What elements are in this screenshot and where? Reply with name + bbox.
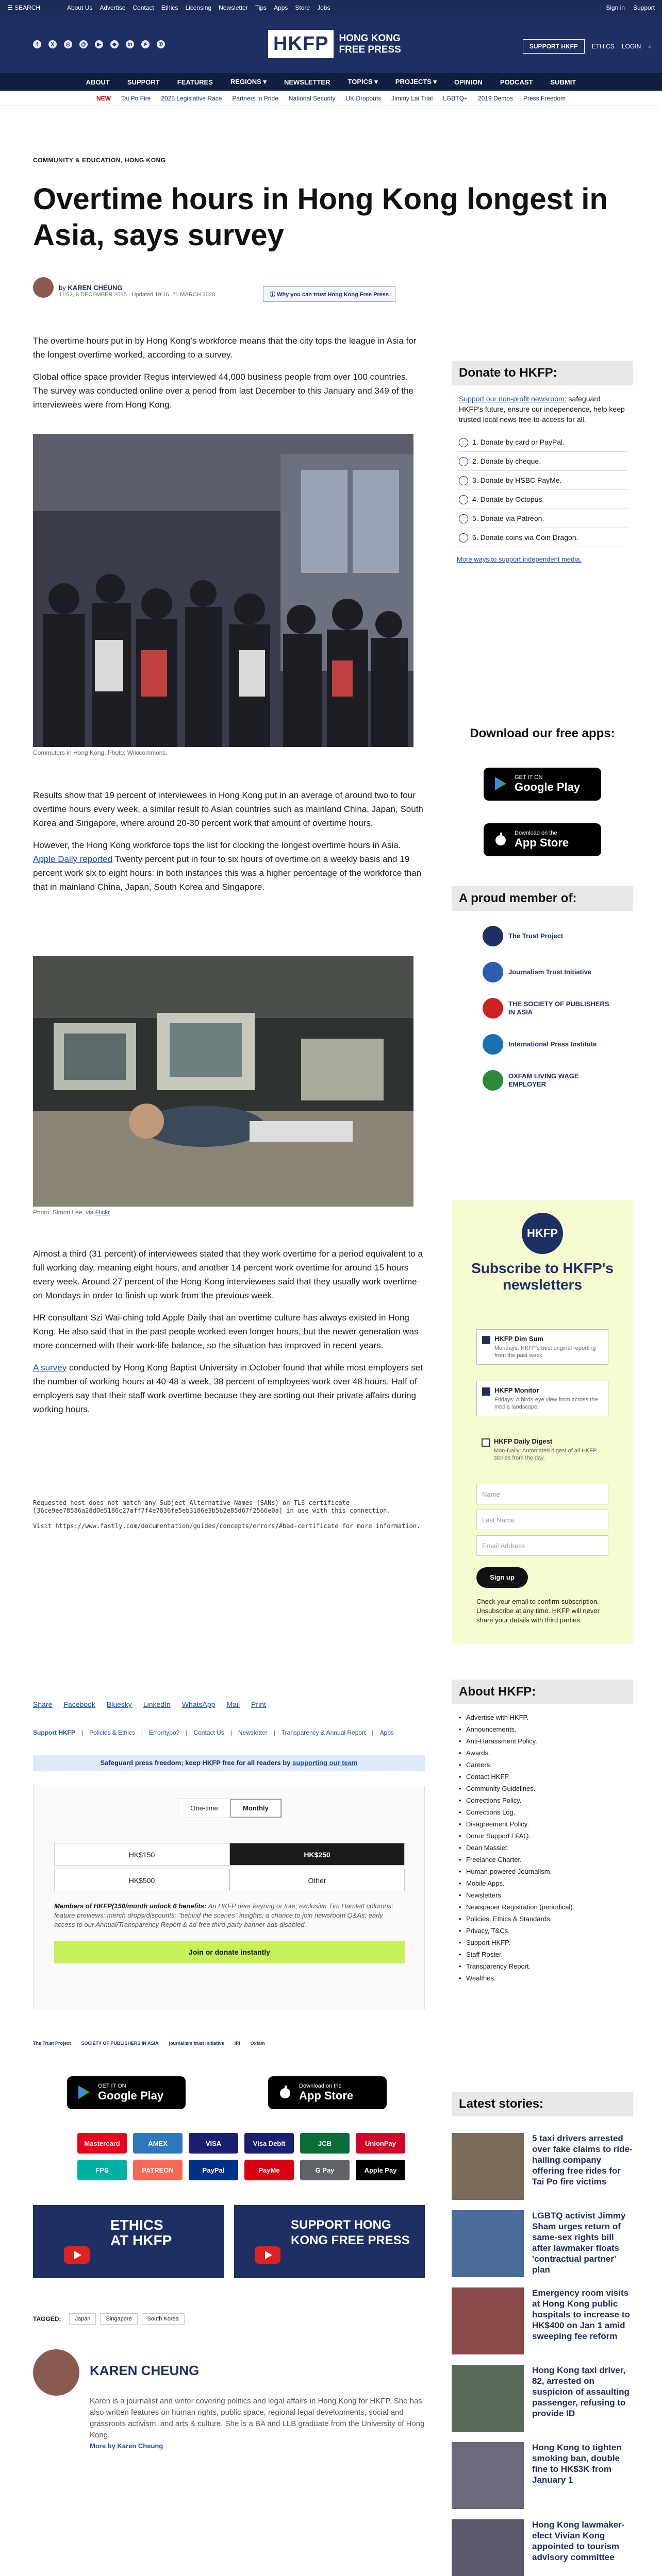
latest-story-title[interactable]: Hong Kong to tighten smoking ban, double fine to HK$3K from January 1 [532, 2443, 622, 2485]
article-body-top [33, 334, 425, 420]
about-heading: About HKFP: [452, 1680, 633, 1704]
topbar-link-tips[interactable]: Tips [255, 4, 267, 11]
youtube-icon[interactable]: ▶ [95, 40, 103, 48]
member-heading: A proud member of: [452, 886, 633, 911]
article-body-bottom [33, 1247, 425, 1425]
separator: | [141, 1729, 143, 1736]
share-bluesky[interactable]: Bluesky [106, 1700, 132, 1708]
about-item-support-hkfp[interactable]: • Support HKFP. [459, 1937, 626, 1948]
google-play-icon [76, 2084, 92, 2100]
photo-caption-1: Commuters in Hong Kong. Photo: Wikicommons. [33, 749, 168, 756]
share-share: Share [33, 1700, 53, 1708]
nav-about[interactable]: ABOUT [86, 78, 110, 86]
ticker-partners-in-pride[interactable]: Partners in Pride [232, 94, 278, 102]
error-code-block: Requested host does not match any Subject Alternative Names (SANs) on TLS certificate [36ce9ee78586a28d0e5186c27aff7f4e7836fe5eb3186e3b5b2e85d67f2566e0a] in use with this connection. Visit https://www.fastly.com/documentation/guides/concepts/errors/#bad-certificate for more information. [33, 1499, 421, 1530]
topbar-link-about-us[interactable]: About Us [67, 4, 93, 11]
survey-link[interactable]: A survey [33, 1363, 67, 1372]
about-item-human-powered-journalism[interactable]: • Human-powered Journalism. [459, 1866, 626, 1877]
tagged-label: TAGGED: [33, 2315, 61, 2323]
donate-method-3[interactable]: 3. Donate by HSBC PayMe. [457, 471, 628, 490]
donate-more-wrap [457, 555, 628, 563]
support-video-promo[interactable] [234, 2205, 425, 2278]
newsletter-name-input[interactable]: Name [476, 1484, 608, 1504]
dimsum-desc: Mondays: HKFP's best original reporting from the past week. [494, 1345, 596, 1359]
separator: | [230, 1729, 232, 1736]
donate-heading: Donate to HKFP: [452, 361, 633, 385]
member-logo-mark-icon [483, 1034, 503, 1055]
member-logos [452, 918, 633, 1098]
donate-method-5[interactable]: 5. Donate via Patreon. [457, 509, 628, 528]
support-links [33, 1729, 394, 1736]
paragraph-4b: Twenty percent put in four to six hours of overtime on a weekly basis and 19 percent work six to eight hours: in both instances this was a higher percentage of the workforce than that in mainland China, Japan, South Korea and Singapore. [33, 854, 422, 892]
tag-singapore[interactable]: Singapore [100, 2313, 137, 2325]
top-utility-bar [0, 0, 662, 15]
nav-regions[interactable]: REGIONS ▾ [230, 78, 267, 86]
paragraph-7-text: conducted by Hong Kong Baptist University in October found that while most employers set the number of working hours at 40-48 a week, 38 percent of employees work over 48 hours. Half of employers say that their staff work overtime because they are sorting out their private affairs during working hours. [33, 1363, 423, 1414]
app-store-big: App Store [299, 2089, 354, 2102]
payment-g-pay-icon: G Pay [300, 2160, 350, 2180]
latest-story-thumbnail[interactable] [452, 2287, 524, 2354]
about-item-transparency-report[interactable]: • Transparency Report. [459, 1960, 626, 1972]
separator: | [81, 1729, 84, 1736]
newsletter-signup-button[interactable]: Sign up [476, 1567, 528, 1588]
topbar-link-ethics[interactable]: Ethics [161, 4, 178, 11]
one-time-option[interactable]: One-time [190, 1804, 218, 1812]
share-mail[interactable]: Mail [226, 1700, 240, 1708]
donate-method-1[interactable]: 1. Donate by card or PayPal. [457, 433, 628, 452]
sidebar-app-store-button[interactable] [484, 823, 601, 856]
separator: | [372, 1729, 374, 1736]
donate-method-2[interactable]: 2. Donate by cheque. [457, 452, 628, 471]
share-whatsapp[interactable]: WhatsApp [181, 1700, 216, 1708]
more-by-author-link[interactable]: More by Karen Cheung [90, 2442, 163, 2450]
login-link[interactable]: LOGIN [621, 43, 641, 50]
site-logo[interactable] [268, 30, 406, 58]
instagram-icon[interactable]: ◎ [64, 40, 72, 48]
paragraph-2: Global office space provider Regus interviewed 44,000 business people from over 100 countries. The survey was conducted online over a period from last December to this January and 349 of the interviewees were from Hong Kong. [33, 372, 414, 410]
latest-story-thumbnail[interactable] [452, 2519, 524, 2576]
linkedin-icon[interactable]: in [126, 40, 134, 48]
about-item-mobile-apps[interactable]: • Mobile Apps. [459, 1877, 626, 1889]
member-badges-row [33, 2035, 265, 2052]
payment-patreon-icon: PATREON [133, 2160, 183, 2180]
membership-benefits: An HKFP deer keyring or tote; exclusive Tim Hamlett columns; feature previews; merch drops/discounts; "behind the scenes" insights; a chance to join newsroom Q&As; early access to our Annual/Transparency Report & ad-free third-party banner ads disabled. [54, 1902, 393, 1928]
threads-icon[interactable]: @ [79, 40, 88, 48]
about-item-donor-support-faq[interactable]: • Donor Support / FAQ. [459, 1830, 626, 1842]
join-donate-button[interactable]: Join or donate instantly [54, 1941, 405, 1963]
by-label: by [59, 283, 66, 292]
whatsapp-icon[interactable]: ✆ [157, 40, 165, 48]
donate-intro [459, 394, 626, 425]
topbar-link-contact[interactable]: Contact [133, 4, 154, 11]
amount-500[interactable]: HK$500 [54, 1869, 229, 1891]
latest-heading: Latest stories: [452, 2092, 633, 2116]
latest-story-thumbnail[interactable] [452, 2133, 524, 2200]
about-item-freelance-charter[interactable]: • Freelance Charter. [459, 1854, 626, 1866]
ethics-link[interactable]: ETHICS [591, 43, 615, 50]
payment-amex-icon: AMEX [133, 2133, 183, 2154]
payment-visa-debit-icon: Visa Debit [244, 2133, 294, 2154]
amount-150[interactable]: HK$150 [54, 1843, 229, 1866]
latest-story-thumbnail[interactable] [452, 2365, 524, 2432]
sidebar-apple-small: Download on the [515, 830, 557, 836]
ticker-jimmy-lai-trial[interactable]: Jimmy Lai Trial [391, 94, 433, 102]
byline-text [59, 284, 123, 292]
member-logo-oxfam-living-wage-employer[interactable] [452, 1062, 633, 1098]
sidebar-google-small: GET IT ON [515, 774, 543, 781]
about-item-awards[interactable]: • Awards. [459, 1747, 626, 1759]
article-dateline: 11:52, 8 DECEMBER 2015 · Updated 19:16, 21 MARCH 2020 [59, 292, 216, 298]
donation-widget [33, 1786, 425, 2009]
about-item-announcements[interactable]: • Announcements. [459, 1723, 626, 1735]
badge-journalism-trust-initiative[interactable]: journalism trust initiative [169, 2041, 224, 2046]
donate-method-6[interactable]: 6. Donate coins via Coin Dragon. [457, 528, 628, 547]
monitor-title: HKFP Monitor [494, 1386, 539, 1394]
payment-mastercard-icon: Mastercard [77, 2133, 127, 2154]
newsletter-monitor[interactable] [476, 1381, 608, 1416]
google-play-icon [493, 776, 508, 791]
ticker-press-freedom[interactable]: Press Freedom [523, 94, 566, 102]
banner-text: Safeguard press freedom; keep HKFP free for all readers by [100, 1759, 291, 1767]
payment-fps-icon: FPS [77, 2160, 127, 2180]
support-promo-title: SUPPORT HONG KONG FREE PRESS [291, 2218, 410, 2247]
badge-oxfam[interactable]: Oxfam [250, 2041, 265, 2046]
tag-japan[interactable]: Japan [69, 2313, 96, 2325]
topbar-link-store[interactable]: Store [295, 4, 310, 11]
supporting-team-link[interactable]: supporting our team [292, 1759, 358, 1767]
payment-methods [77, 2133, 412, 2180]
share-linkedin[interactable]: LinkedIn [143, 1700, 171, 1708]
office-sleeper-photo [33, 956, 413, 1207]
ticker-2025-legislative-race[interactable]: 2025 Legislative Race [161, 94, 222, 102]
app-store-small: Download on the [299, 2083, 342, 2089]
member-logo-text: THE SOCIETY OF PUBLISHERS IN ASIA [508, 1000, 609, 1016]
topbar-link-advertise[interactable]: Advertise [100, 4, 126, 11]
office-illustration [33, 956, 413, 1207]
ticker-lgbtq[interactable]: LGBTQ+ [443, 94, 468, 102]
sidebar-members [452, 886, 633, 1098]
digest-title: HKFP Daily Digest [494, 1437, 553, 1445]
apple-icon [493, 832, 508, 847]
share-print[interactable]: Print [251, 1700, 266, 1708]
main-nav [0, 73, 662, 91]
non-profit-link[interactable]: Support our non-profit newsroom: [459, 395, 567, 403]
payment-unionpay-icon: UnionPay [356, 2133, 405, 2154]
sidebar-apps [452, 721, 633, 746]
about-item-corrections-policy[interactable]: • Corrections Policy. [459, 1794, 626, 1806]
member-logo-text: The Trust Project [508, 932, 564, 940]
support-link-transparency-annual-report[interactable]: Transparency & Annual Report [281, 1729, 366, 1736]
logo-box: HKFP [268, 30, 334, 58]
support-banner [33, 1755, 425, 1771]
badge-society-of-publishers-in-asia[interactable]: SOCIETY OF PUBLISHERS IN ASIA [81, 2041, 159, 2046]
google-play-button[interactable] [67, 2076, 186, 2109]
nav-newsletter[interactable]: NEWSLETTER [284, 78, 330, 86]
article-title: Overtime hours in Hong Kong longest in Asia, says survey [33, 182, 608, 252]
about-list [459, 1711, 626, 1984]
sidebar-about [452, 1680, 633, 1991]
play-icon [64, 2246, 90, 2264]
topbar-link-licensing[interactable]: Licensing [185, 4, 212, 11]
ethics-video-promo[interactable] [33, 2205, 224, 2278]
member-logo-the-trust-project[interactable] [452, 918, 633, 954]
payment-visa-icon: VISA [189, 2133, 238, 2154]
payment-apple-pay-icon: Apple Pay [356, 2160, 405, 2180]
payment-paypal-icon: PayPal [189, 2160, 238, 2180]
about-item-corrections-log[interactable]: • Corrections Log. [459, 1806, 626, 1818]
about-item-dean-massiet[interactable]: • Dean Massiet. [459, 1842, 626, 1854]
apple-daily-link[interactable]: Apple Daily reported [33, 854, 113, 864]
member-logo-text: Journalism Trust Initiative [508, 968, 592, 976]
topbar-right-support[interactable]: Support [633, 4, 655, 11]
nav-topics[interactable]: TOPICS ▾ [347, 78, 378, 86]
latest-story-thumbnail[interactable] [452, 2210, 524, 2277]
about-item-newspaper-registration-periodical[interactable]: • Newspaper Registration (periodical). [459, 1901, 626, 1913]
paragraph-3: Results show that 19 percent of interviewees in Hong Kong put in an average of around two to four overtime hours every week, a similar result to Asian countries such as mainland China, Japan, South Korea and Singapore, where around 20-30 percent work that amount of overtime hours. [33, 790, 423, 828]
amount-other[interactable]: Other [229, 1869, 405, 1891]
newsletter-lastname-input[interactable]: Last Name [476, 1510, 608, 1530]
about-item-newsletters[interactable]: • Newsletters. [459, 1889, 626, 1901]
search-link[interactable]: ☰ SEARCH [7, 4, 41, 11]
nav-submit[interactable]: SUBMIT [550, 78, 576, 86]
member-logo-text: International Press Institute [508, 1040, 597, 1048]
google-play-big: Google Play [98, 2089, 164, 2102]
article-body-mid [33, 788, 425, 902]
ticker-uk-dropouts[interactable]: UK Dropouts [345, 94, 382, 102]
paragraph-1: The overtime hours put in by Hong Kong’s workforce means that the city tops the league in Asia for the longest overtime worked, according to a survey. [33, 336, 417, 360]
amount-250[interactable]: HK$250 [229, 1843, 405, 1866]
latest-story-title[interactable]: LGBTQ activist Jimmy Sham urges return of same-sex rights bill after lawmaker floats 'contractual partner' plan [532, 2211, 626, 2275]
newsletter-dimsum[interactable] [476, 1329, 608, 1365]
member-logo-the-society-of-publishers-in-asia[interactable] [452, 990, 633, 1026]
photo-caption-2 [33, 1209, 110, 1216]
checkbox-checked-icon[interactable] [482, 1387, 490, 1396]
share-facebook[interactable]: Facebook [63, 1700, 95, 1708]
telegram-icon[interactable]: ➤ [141, 40, 150, 48]
nav-features[interactable]: FEATURES [177, 78, 213, 86]
latest-story-title[interactable]: Emergency room visits at Hong Kong public hospitals to increase to HK$400 on Jan 1 amid sweeping fee reform [532, 2288, 630, 2341]
ticker-national-security[interactable]: National Security [288, 94, 336, 102]
topic-ticker [0, 91, 662, 106]
about-item-policies-ethics-standards[interactable]: • Policies, Ethics & Standards. [459, 1913, 626, 1925]
paragraph-7 [33, 1361, 425, 1416]
frequency-toggle [178, 1799, 282, 1818]
payment-jcb-icon: JCB [300, 2133, 350, 2154]
member-logo-mark-icon [483, 926, 503, 946]
latest-story-title[interactable]: Hong Kong taxi driver, 82, arrested on suspicion of assaulting passenger, refusing to provide ID [532, 2365, 630, 2418]
article-category[interactable]: COMMUNITY & EDUCATION, HONG KONG [33, 157, 166, 164]
donate-method-4[interactable]: 4. Donate by Octopus. [457, 490, 628, 509]
search-label: SEARCH [14, 4, 41, 11]
member-logo-mark-icon [483, 998, 503, 1019]
ticker-2019-demos[interactable]: 2019 Demos [477, 94, 513, 102]
about-item-contact-hkfp[interactable]: • Contact HKFP. [459, 1771, 626, 1783]
dimsum-title: HKFP Dim Sum [494, 1335, 544, 1343]
member-logo-text: OXFAM LIVING WAGE EMPLOYER [508, 1072, 579, 1088]
social-links [33, 40, 165, 48]
newsletter-digest[interactable] [476, 1432, 608, 1467]
caption-2-prefix: Photo: Simon Lee, via [33, 1209, 94, 1216]
apps-heading: Download our free apps: [452, 721, 633, 746]
payment-payme-icon: PayMe [244, 2160, 294, 2180]
sidebar-donate [452, 361, 633, 571]
donate-methods-list [457, 433, 628, 547]
about-item-careers[interactable]: • Careers. [459, 1759, 626, 1771]
member-logo-mark-icon [483, 962, 503, 982]
badge-the-trust-project[interactable]: The Trust Project [33, 2041, 71, 2046]
author-name[interactable]: KAREN CHEUNG [90, 2363, 200, 2378]
trust-button-label: Why you can trust Hong Kong Free Press [277, 292, 389, 298]
topbar-link-newsletter[interactable]: Newsletter [219, 4, 248, 11]
latest-story-title[interactable]: 5 taxi drivers arrested over fake claims to ride-hailing company offering free rides for Tai Po fire victims [532, 2133, 633, 2187]
play-icon [255, 2246, 280, 2264]
support-link-apps[interactable]: Apps [379, 1729, 394, 1736]
support-link-policies-ethics[interactable]: Policies & Ethics [89, 1729, 135, 1736]
badge-ipi[interactable]: IPI [234, 2041, 240, 2046]
about-item-disagreement-policy[interactable]: • Disagreement Policy. [459, 1818, 626, 1830]
commuters-photo [33, 434, 413, 747]
author-avatar[interactable] [33, 277, 54, 298]
apple-icon [277, 2084, 293, 2100]
ticker-new-label: NEW [96, 94, 111, 102]
search-icon[interactable]: ⌕ [648, 42, 652, 50]
article-tags [33, 2313, 185, 2325]
latest-story-title[interactable]: Hong Kong lawmaker-elect Vivian Kong appointed to tourism advisory committee [532, 2520, 625, 2562]
support-link-contact-us[interactable]: Contact Us [193, 1729, 224, 1736]
sidebar-apple-big: App Store [515, 836, 569, 849]
app-store-button[interactable] [268, 2076, 387, 2109]
nav-projects[interactable]: PROJECTS ▾ [395, 78, 437, 86]
tag-south-korea[interactable]: South Korea [142, 2313, 185, 2325]
member-logo-journalism-trust-initiative[interactable] [452, 954, 633, 990]
brand-bar [0, 15, 662, 73]
newsletter-signup [452, 1200, 633, 1643]
logo-text: HONG KONG FREE PRESS [339, 32, 401, 55]
more-ways-link[interactable]: More ways to support independent media. [457, 555, 582, 563]
commuters-illustration [33, 434, 413, 747]
info-icon: ⓘ [270, 292, 277, 298]
author-bio: Karen is a journalist and writer covering politics and legal affairs in Hong Kong for HKFP. She has also written features on human rights, public space, regional legal developments, social and grassroots activism, and arts & culture. She is a BA and LLB graduate from the University of Hong Kong. [90, 2397, 425, 2439]
checkbox-checked-icon[interactable] [482, 1336, 490, 1344]
support-link-error-typo[interactable]: Error/typo? [148, 1729, 180, 1736]
newsletter-email-input[interactable]: Email Address [476, 1535, 608, 1556]
latest-story-thumbnail[interactable] [452, 2442, 524, 2509]
membership-bold: Members of HKFP(150/month unlock 6 benefits: [54, 1902, 207, 1910]
flickr-link[interactable]: Flickr [95, 1209, 110, 1216]
topbar-right-sign-in[interactable]: Sign in [606, 4, 625, 11]
author-link[interactable]: KAREN CHEUNG [68, 283, 123, 292]
google-play-small: GET IT ON [98, 2083, 126, 2089]
sidebar-latest [452, 2092, 633, 2116]
support-link-support-hkfp[interactable]: Support HKFP [33, 1729, 75, 1736]
paragraph-4 [33, 838, 425, 894]
ticker-tai-po-fire[interactable]: Tai Po Fire [121, 94, 151, 102]
about-item-community-guidelines[interactable]: • Community Guidelines. [459, 1783, 626, 1794]
newsletter-title: Subscribe to HKFP's newsletters [471, 1260, 614, 1293]
nav-opinion[interactable]: OPINION [454, 78, 483, 86]
paragraph-4a: However, the Hong Kong workforce tops the list for clocking the longest overtime hours in Asia. [33, 840, 401, 850]
topbar-link-jobs[interactable]: Jobs [317, 4, 330, 11]
donate-intro-text: safeguard HKFP's future, ensure our independence, help keep trusted local news free-to-access for all. [459, 395, 625, 423]
member-logo-mark-icon [483, 1070, 503, 1091]
checkbox-unchecked-icon[interactable] [482, 1438, 490, 1447]
paragraph-5: Almost a third (31 percent) of interviewees stated that they work overtime for a period equivalent to a full working day, meaning eight hours, and another 14 percent work overtime for around 15 hours every week. Around 27 percent of the Hong Kong interviewees said that they usually work overtime on Mondays in order to finish up work from the previous week. [33, 1249, 423, 1300]
separator: | [273, 1729, 275, 1736]
bluesky-icon[interactable]: ◆ [110, 40, 119, 48]
author-photo [33, 2349, 79, 2396]
member-logo-international-press-institute[interactable] [452, 1026, 633, 1062]
paragraph-6: HR consultant Szi Wai-ching told Apple Daily that an overtime culture has always existed in Hong Kong. He also said that in the past people worked even longer hours, but the newer generation was more concerned with their work-life balance, so the situation has improved in recent years. [33, 1313, 419, 1350]
digest-desc: Mon-Daily: Automated digest of all HKFP stories from the day. [494, 1448, 597, 1461]
nav-support[interactable]: SUPPORT [127, 78, 160, 86]
sidebar-google-play-button[interactable] [484, 768, 601, 801]
newsletter-badge: HKFP [522, 1213, 563, 1254]
separator: | [186, 1729, 188, 1736]
monthly-option[interactable]: Monthly [230, 1799, 282, 1818]
about-item-wealthes[interactable]: • Wealthes. [459, 1972, 626, 1984]
about-item-advertise-with-hkfp[interactable]: • Advertise with HKFP. [459, 1711, 626, 1723]
ethics-promo-title: ETHICS AT HKFP [110, 2217, 172, 2248]
x-icon[interactable]: X [48, 40, 57, 48]
monitor-desc: Fridays: A birds-eye view from across the media landscape. [494, 1397, 598, 1410]
nav-podcast[interactable]: PODCAST [500, 78, 533, 86]
share-bar [33, 1700, 266, 1708]
facebook-icon[interactable]: f [33, 40, 41, 48]
trust-button[interactable] [263, 286, 395, 302]
support-link-newsletter[interactable]: Newsletter [238, 1729, 268, 1736]
about-item-staff-roster[interactable]: • Staff Roster. [459, 1948, 626, 1960]
about-item-privacy-t-cs[interactable]: • Privacy, T&Cs. [459, 1925, 626, 1937]
newsletter-footer: Check your email to confirm subscription. Unsubscribe at any time. HKFP will never share your details with third parties. [476, 1598, 600, 1624]
support-hkfp-button[interactable]: SUPPORT HKFP [523, 39, 585, 54]
membership-text [54, 1902, 405, 1929]
sidebar-google-big: Google Play [515, 781, 581, 793]
topbar-link-apps[interactable]: Apps [274, 4, 288, 11]
about-item-anti-harassment-policy[interactable]: • Anti-Harassment Policy. [459, 1735, 626, 1747]
ad-band [0, 106, 662, 142]
